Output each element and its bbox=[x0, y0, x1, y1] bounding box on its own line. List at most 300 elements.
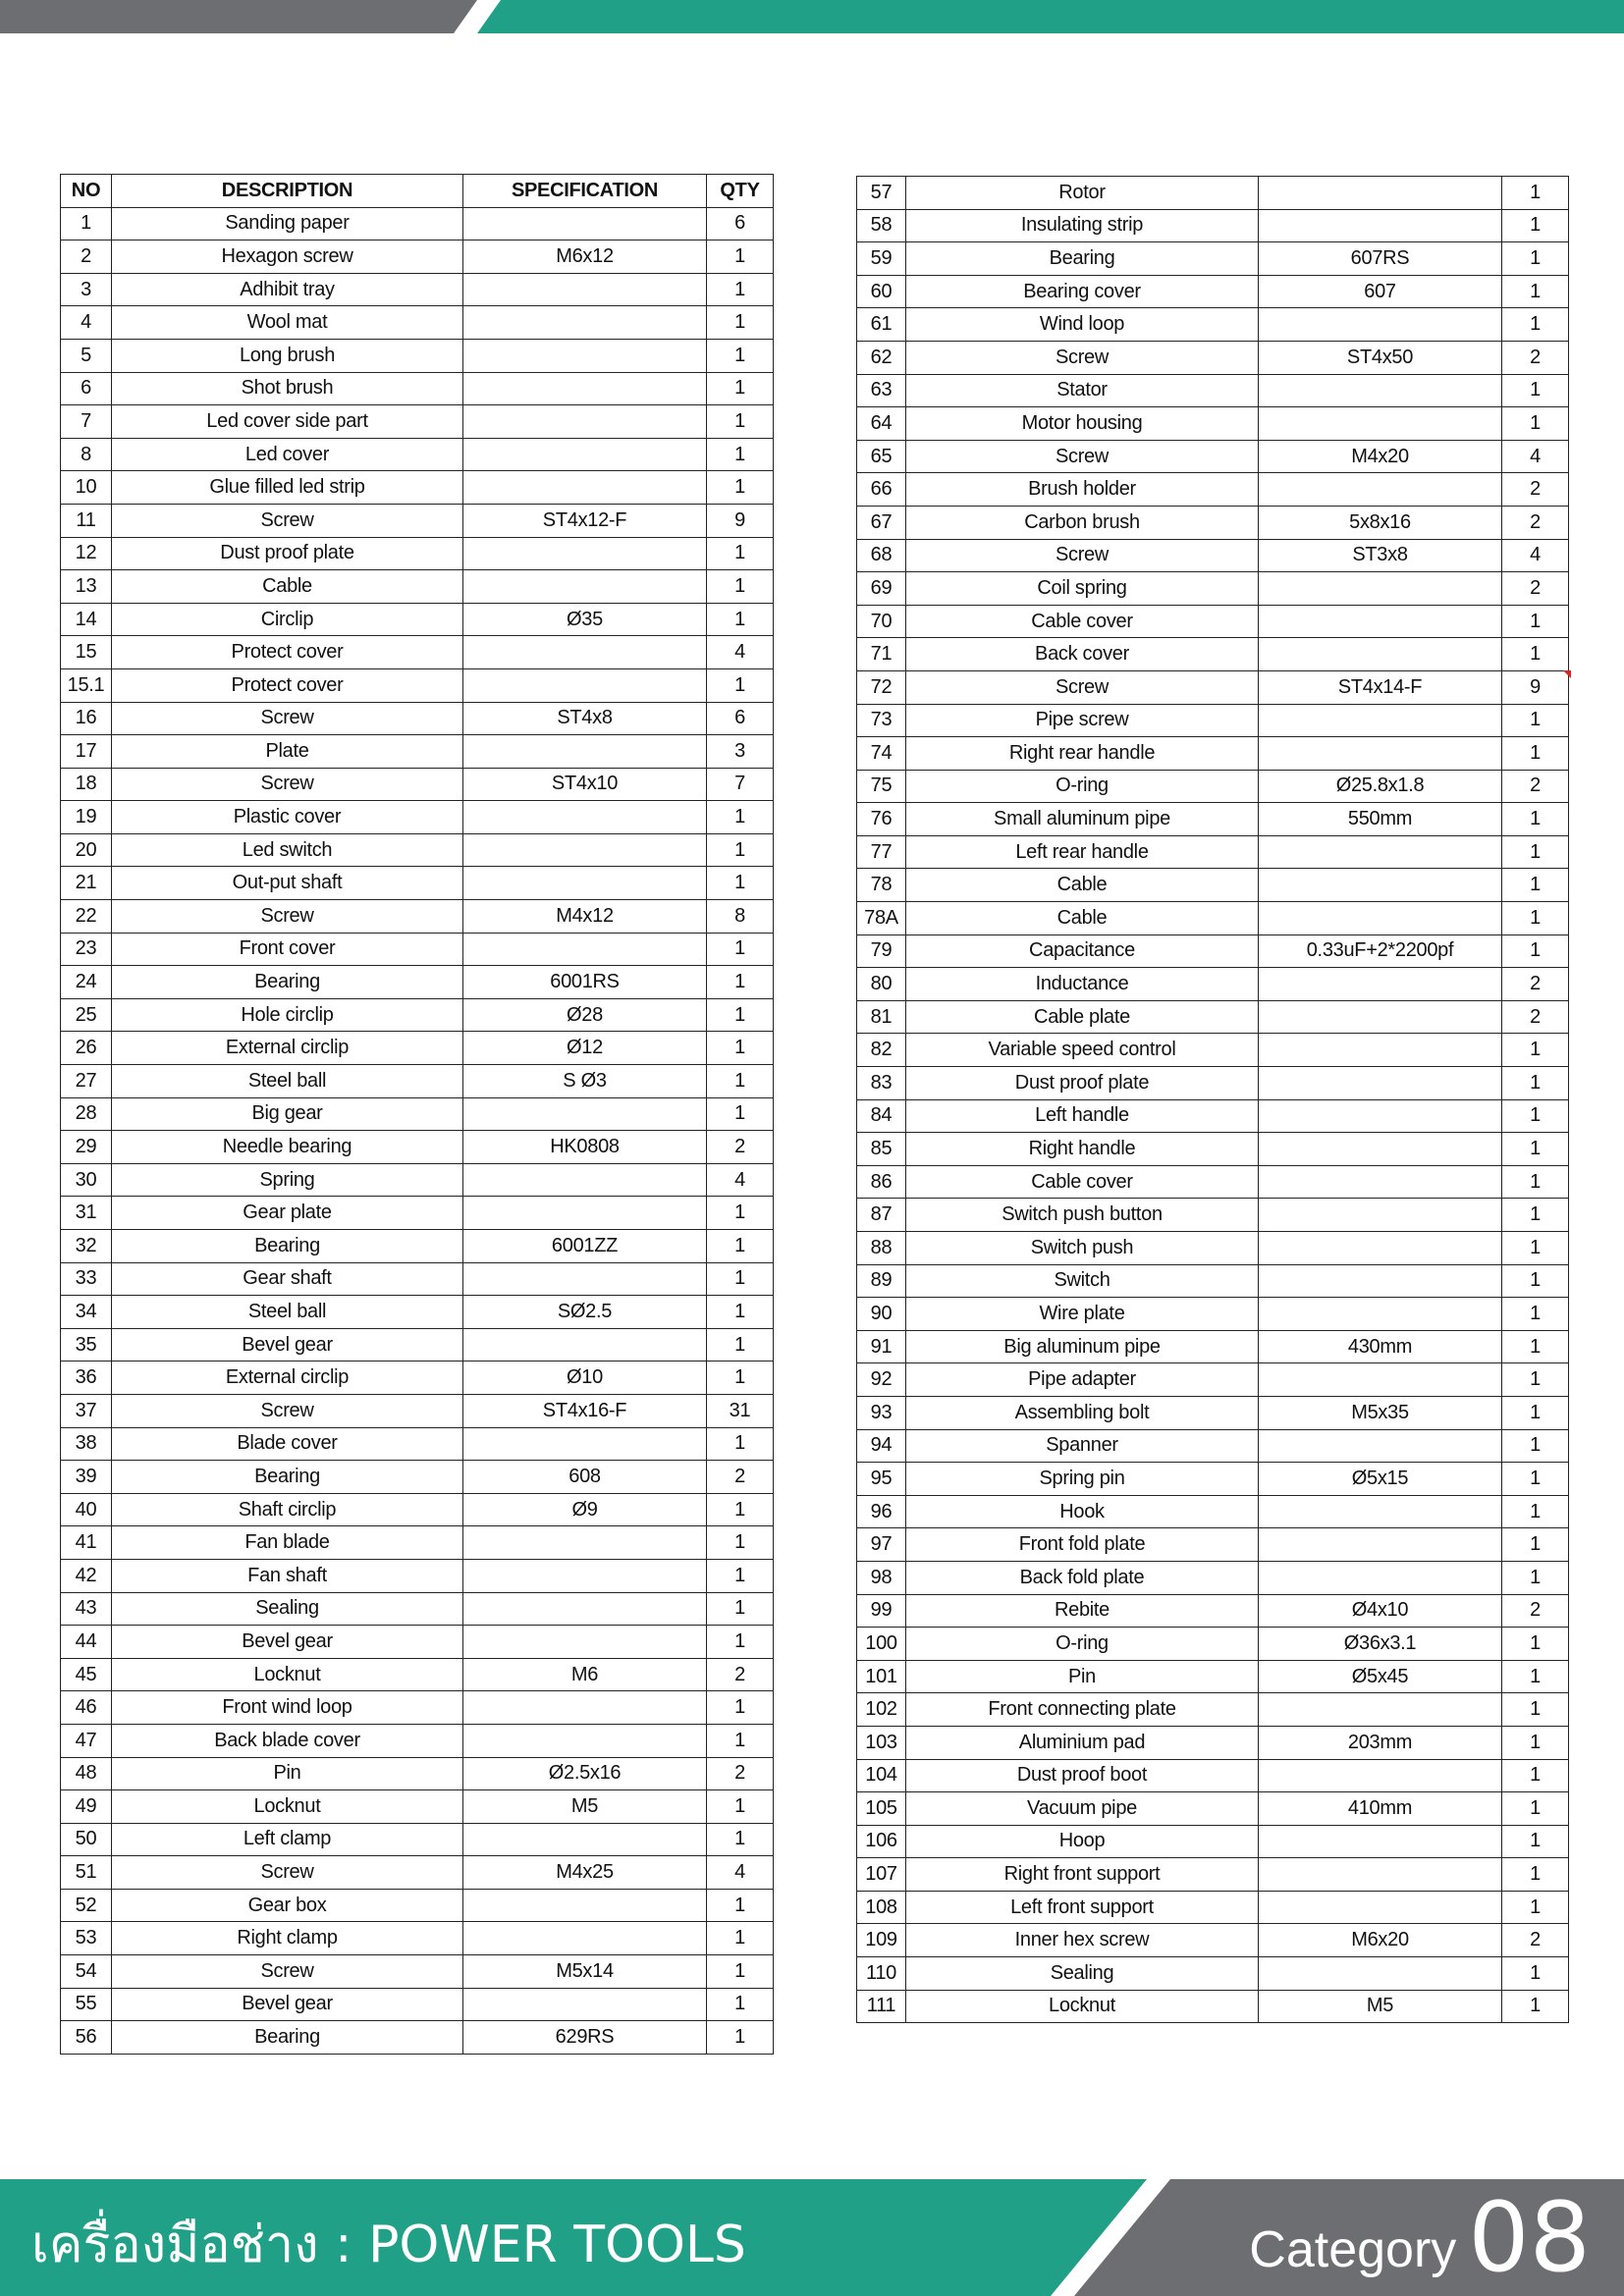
part-qty-cell: 1 bbox=[1502, 1133, 1569, 1166]
part-description-cell: Left rear handle bbox=[906, 835, 1259, 869]
part-description-cell: Coil spring bbox=[906, 572, 1259, 606]
part-description-cell: Variable speed control bbox=[906, 1034, 1259, 1067]
part-qty-cell: 1 bbox=[707, 1988, 774, 2021]
table-row bbox=[857, 1759, 1569, 1792]
part-no-cell: 43 bbox=[61, 1592, 112, 1626]
part-description-cell: Screw bbox=[112, 702, 463, 735]
part-description-cell: Steel ball bbox=[112, 1065, 463, 1098]
table-row bbox=[857, 407, 1569, 441]
part-description-cell: Right front support bbox=[906, 1858, 1259, 1892]
part-qty-cell: 1 bbox=[1502, 1298, 1569, 1331]
part-description-cell: Bearing bbox=[112, 2021, 463, 2055]
part-description-cell: Sealing bbox=[112, 1592, 463, 1626]
part-no-cell: 109 bbox=[857, 1924, 906, 1957]
part-specification-cell bbox=[463, 1427, 707, 1461]
part-qty-cell: 1 bbox=[707, 833, 774, 867]
part-no-cell: 17 bbox=[61, 735, 112, 769]
table-row bbox=[61, 1691, 774, 1725]
part-qty-cell: 2 bbox=[1502, 506, 1569, 539]
part-no-cell: 18 bbox=[61, 768, 112, 801]
table-row bbox=[857, 1396, 1569, 1429]
part-specification-cell: M5x14 bbox=[463, 1955, 707, 1989]
part-qty-cell: 1 bbox=[707, 1296, 774, 1329]
top-gray-stripe bbox=[0, 0, 477, 33]
part-no-cell: 103 bbox=[857, 1726, 906, 1759]
part-qty-cell: 1 bbox=[707, 2021, 774, 2055]
part-specification-cell bbox=[1259, 902, 1502, 935]
part-no-cell: 5 bbox=[61, 339, 112, 372]
part-qty-cell: 1 bbox=[1502, 803, 1569, 836]
part-qty-cell: 1 bbox=[707, 438, 774, 471]
part-description-cell: Carbon brush bbox=[906, 506, 1259, 539]
part-qty-cell: 1 bbox=[1502, 1396, 1569, 1429]
part-description-cell: Spanner bbox=[906, 1429, 1259, 1463]
part-specification-cell: 6001ZZ bbox=[463, 1230, 707, 1263]
table-row bbox=[61, 603, 774, 636]
part-description-cell: Bevel gear bbox=[112, 1988, 463, 2021]
table-row bbox=[857, 539, 1569, 572]
table-row bbox=[857, 1034, 1569, 1067]
part-qty-cell: 1 bbox=[707, 1626, 774, 1659]
part-qty-cell: 1 bbox=[1502, 1099, 1569, 1133]
table-row bbox=[857, 1693, 1569, 1727]
part-specification-cell: M5 bbox=[463, 1790, 707, 1824]
part-description-cell: Switch push button bbox=[906, 1199, 1259, 1232]
part-description-cell: Cable bbox=[112, 570, 463, 604]
part-description-cell: Locknut bbox=[112, 1658, 463, 1691]
part-specification-cell bbox=[1259, 1199, 1502, 1232]
part-no-cell: 54 bbox=[61, 1955, 112, 1989]
part-description-cell: Big gear bbox=[112, 1097, 463, 1131]
table-row bbox=[857, 605, 1569, 638]
part-qty-cell: 4 bbox=[707, 1163, 774, 1197]
part-specification-cell bbox=[1259, 1000, 1502, 1034]
part-no-cell: 111 bbox=[857, 1990, 906, 2023]
part-no-cell: 82 bbox=[857, 1034, 906, 1067]
part-no-cell: 86 bbox=[857, 1165, 906, 1199]
part-description-cell: Big aluminum pipe bbox=[906, 1330, 1259, 1363]
table-row bbox=[61, 438, 774, 471]
table-row bbox=[61, 735, 774, 769]
part-specification-cell bbox=[1259, 638, 1502, 671]
part-specification-cell: SØ2.5 bbox=[463, 1296, 707, 1329]
part-no-cell: 98 bbox=[857, 1561, 906, 1594]
table-row bbox=[61, 636, 774, 669]
table-row bbox=[857, 1628, 1569, 1661]
part-no-cell: 32 bbox=[61, 1230, 112, 1263]
part-description-cell: Pipe screw bbox=[906, 704, 1259, 737]
part-qty-cell: 1 bbox=[707, 1427, 774, 1461]
part-specification-cell: Ø12 bbox=[463, 1032, 707, 1065]
part-specification-cell: M4x20 bbox=[1259, 440, 1502, 473]
part-qty-cell: 1 bbox=[707, 1197, 774, 1230]
part-specification-cell bbox=[1259, 1363, 1502, 1397]
part-specification-cell bbox=[463, 1328, 707, 1362]
part-no-cell: 47 bbox=[61, 1724, 112, 1757]
table-row bbox=[857, 1133, 1569, 1166]
part-no-cell: 75 bbox=[857, 770, 906, 803]
part-no-cell: 74 bbox=[857, 737, 906, 771]
part-qty-cell: 1 bbox=[1502, 934, 1569, 968]
part-qty-cell: 1 bbox=[707, 537, 774, 570]
header-no: NO bbox=[61, 175, 112, 208]
part-description-cell: Shot brush bbox=[112, 372, 463, 405]
table-row bbox=[61, 1197, 774, 1230]
part-no-cell: 50 bbox=[61, 1823, 112, 1856]
part-no-cell: 8 bbox=[61, 438, 112, 471]
part-description-cell: Back blade cover bbox=[112, 1724, 463, 1757]
part-qty-cell: 1 bbox=[1502, 1628, 1569, 1661]
part-no-cell: 84 bbox=[857, 1099, 906, 1133]
part-no-cell: 56 bbox=[61, 2021, 112, 2055]
table-row bbox=[61, 1461, 774, 1494]
part-no-cell: 12 bbox=[61, 537, 112, 570]
part-no-cell: 30 bbox=[61, 1163, 112, 1197]
part-specification-cell bbox=[1259, 1067, 1502, 1100]
part-description-cell: Rebite bbox=[906, 1594, 1259, 1628]
table-row bbox=[61, 405, 774, 439]
part-specification-cell: Ø10 bbox=[463, 1362, 707, 1395]
part-description-cell: Screw bbox=[112, 900, 463, 934]
part-no-cell: 4 bbox=[61, 306, 112, 340]
part-qty-cell: 1 bbox=[707, 1097, 774, 1131]
part-specification-cell: ST4x16-F bbox=[463, 1394, 707, 1427]
part-qty-cell: 1 bbox=[707, 1790, 774, 1824]
part-specification-cell bbox=[463, 273, 707, 306]
part-no-cell: 107 bbox=[857, 1858, 906, 1892]
table-row bbox=[857, 1528, 1569, 1562]
table-row bbox=[857, 1924, 1569, 1957]
part-description-cell: Vacuum pipe bbox=[906, 1792, 1259, 1826]
part-specification-cell bbox=[463, 833, 707, 867]
part-specification-cell bbox=[1259, 869, 1502, 902]
part-description-cell: Back cover bbox=[906, 638, 1259, 671]
part-qty-cell: 1 bbox=[1502, 1034, 1569, 1067]
part-no-cell: 69 bbox=[857, 572, 906, 606]
part-no-cell: 13 bbox=[61, 570, 112, 604]
part-specification-cell bbox=[1259, 1759, 1502, 1792]
part-description-cell: Circlip bbox=[112, 603, 463, 636]
table-row bbox=[857, 1463, 1569, 1496]
part-specification-cell: Ø5x45 bbox=[1259, 1660, 1502, 1693]
part-no-cell: 44 bbox=[61, 1626, 112, 1659]
part-specification-cell bbox=[463, 1526, 707, 1560]
part-specification-cell bbox=[1259, 1298, 1502, 1331]
part-no-cell: 49 bbox=[61, 1790, 112, 1824]
part-description-cell: External circlip bbox=[112, 1032, 463, 1065]
part-description-cell: Bearing cover bbox=[906, 275, 1259, 308]
table-row bbox=[857, 902, 1569, 935]
part-no-cell: 66 bbox=[857, 473, 906, 507]
part-description-cell: Led cover side part bbox=[112, 405, 463, 439]
part-qty-cell: 2 bbox=[707, 1658, 774, 1691]
table-row bbox=[61, 504, 774, 537]
part-qty-cell: 4 bbox=[707, 1856, 774, 1890]
table-row bbox=[61, 833, 774, 867]
part-description-cell: Right handle bbox=[906, 1133, 1259, 1166]
part-specification-cell bbox=[463, 438, 707, 471]
table-row bbox=[61, 1526, 774, 1560]
part-description-cell: Left handle bbox=[906, 1099, 1259, 1133]
part-no-cell: 99 bbox=[857, 1594, 906, 1628]
part-no-cell: 97 bbox=[857, 1528, 906, 1562]
header-description: DESCRIPTION bbox=[112, 175, 463, 208]
part-no-cell: 64 bbox=[857, 407, 906, 441]
part-no-cell: 7 bbox=[61, 405, 112, 439]
table-row bbox=[857, 934, 1569, 968]
part-qty-cell: 1 bbox=[1502, 1990, 1569, 2023]
table-row bbox=[61, 273, 774, 306]
part-qty-cell: 1 bbox=[1502, 1759, 1569, 1792]
part-description-cell: Insulating strip bbox=[906, 209, 1259, 242]
table-row bbox=[61, 668, 774, 702]
part-specification-cell bbox=[463, 306, 707, 340]
part-qty-cell: 1 bbox=[707, 998, 774, 1032]
part-specification-cell: 430mm bbox=[1259, 1330, 1502, 1363]
part-description-cell: Hexagon screw bbox=[112, 240, 463, 274]
part-qty-cell: 1 bbox=[1502, 1429, 1569, 1463]
part-qty-cell: 4 bbox=[707, 636, 774, 669]
part-no-cell: 27 bbox=[61, 1065, 112, 1098]
part-no-cell: 91 bbox=[857, 1330, 906, 1363]
part-specification-cell bbox=[1259, 473, 1502, 507]
part-specification-cell bbox=[463, 471, 707, 505]
part-description-cell: O-ring bbox=[906, 1628, 1259, 1661]
table-row bbox=[61, 867, 774, 900]
table-row bbox=[857, 1264, 1569, 1298]
part-description-cell: Wire plate bbox=[906, 1298, 1259, 1331]
part-specification-cell: 0.33uF+2*2200pf bbox=[1259, 934, 1502, 968]
part-qty-cell: 2 bbox=[1502, 341, 1569, 374]
part-specification-cell bbox=[463, 570, 707, 604]
part-no-cell: 57 bbox=[857, 177, 906, 210]
part-description-cell: Led cover bbox=[112, 438, 463, 471]
table-row bbox=[61, 2021, 774, 2055]
part-no-cell: 105 bbox=[857, 1792, 906, 1826]
part-qty-cell: 2 bbox=[1502, 1924, 1569, 1957]
part-qty-cell: 1 bbox=[707, 273, 774, 306]
part-specification-cell bbox=[1259, 1891, 1502, 1924]
part-specification-cell bbox=[1259, 308, 1502, 342]
table-row bbox=[61, 1823, 774, 1856]
part-specification-cell bbox=[463, 1988, 707, 2021]
part-description-cell: Front cover bbox=[112, 933, 463, 966]
part-no-cell: 88 bbox=[857, 1232, 906, 1265]
part-description-cell: Front wind loop bbox=[112, 1691, 463, 1725]
part-qty-cell: 1 bbox=[1502, 1891, 1569, 1924]
table-row bbox=[61, 570, 774, 604]
part-description-cell: Front fold plate bbox=[906, 1528, 1259, 1562]
table-row bbox=[61, 1262, 774, 1296]
part-specification-cell: Ø9 bbox=[463, 1493, 707, 1526]
part-no-cell: 78 bbox=[857, 869, 906, 902]
table-header-row bbox=[61, 175, 774, 208]
table-row bbox=[61, 1626, 774, 1659]
part-specification-cell bbox=[463, 405, 707, 439]
table-row bbox=[857, 506, 1569, 539]
part-description-cell: Switch push bbox=[906, 1232, 1259, 1265]
part-specification-cell bbox=[1259, 968, 1502, 1001]
part-no-cell: 79 bbox=[857, 934, 906, 968]
header-qty: QTY bbox=[707, 175, 774, 208]
top-decorative-bar bbox=[0, 0, 1624, 33]
part-specification-cell bbox=[463, 1823, 707, 1856]
part-specification-cell bbox=[1259, 407, 1502, 441]
part-specification-cell bbox=[1259, 1561, 1502, 1594]
header-specification: SPECIFICATION bbox=[463, 175, 707, 208]
part-description-cell: Long brush bbox=[112, 339, 463, 372]
part-specification-cell: 203mm bbox=[1259, 1726, 1502, 1759]
table-row bbox=[857, 1990, 1569, 2023]
part-no-cell: 58 bbox=[857, 209, 906, 242]
table-row bbox=[61, 240, 774, 274]
part-specification-cell: Ø25.8x1.8 bbox=[1259, 770, 1502, 803]
part-specification-cell: ST4x8 bbox=[463, 702, 707, 735]
table-row bbox=[61, 1724, 774, 1757]
part-qty-cell: 1 bbox=[707, 1262, 774, 1296]
part-qty-cell: 7 bbox=[707, 768, 774, 801]
part-qty-cell: 3 bbox=[707, 735, 774, 769]
part-description-cell: External circlip bbox=[112, 1362, 463, 1395]
part-no-cell: 63 bbox=[857, 374, 906, 407]
part-specification-cell bbox=[463, 1626, 707, 1659]
part-no-cell: 93 bbox=[857, 1396, 906, 1429]
part-description-cell: Aluminium pad bbox=[906, 1726, 1259, 1759]
part-specification-cell: 607 bbox=[1259, 275, 1502, 308]
table-row bbox=[857, 1429, 1569, 1463]
part-qty-cell: 1 bbox=[707, 372, 774, 405]
part-description-cell: Left clamp bbox=[112, 1823, 463, 1856]
part-qty-cell: 1 bbox=[707, 1493, 774, 1526]
part-specification-cell: 6001RS bbox=[463, 966, 707, 999]
part-description-cell: Cable cover bbox=[906, 605, 1259, 638]
table-row bbox=[61, 966, 774, 999]
part-no-cell: 96 bbox=[857, 1495, 906, 1528]
part-qty-cell: 1 bbox=[1502, 737, 1569, 771]
part-description-cell: Assembling bolt bbox=[906, 1396, 1259, 1429]
table-row bbox=[857, 1825, 1569, 1858]
part-no-cell: 92 bbox=[857, 1363, 906, 1397]
part-specification-cell bbox=[1259, 737, 1502, 771]
part-description-cell: Screw bbox=[906, 670, 1259, 704]
table-row bbox=[857, 1858, 1569, 1892]
part-description-cell: Rotor bbox=[906, 177, 1259, 210]
table-row bbox=[857, 1067, 1569, 1100]
table-row bbox=[857, 1495, 1569, 1528]
part-specification-cell bbox=[463, 668, 707, 702]
table-row bbox=[61, 339, 774, 372]
table-row bbox=[857, 473, 1569, 507]
part-qty-cell: 1 bbox=[707, 1691, 774, 1725]
part-description-cell: Spring pin bbox=[906, 1463, 1259, 1496]
table-row bbox=[857, 1561, 1569, 1594]
part-no-cell: 67 bbox=[857, 506, 906, 539]
part-description-cell: Cable bbox=[906, 869, 1259, 902]
table-row bbox=[857, 1792, 1569, 1826]
table-row bbox=[61, 1559, 774, 1592]
table-row bbox=[61, 1097, 774, 1131]
part-qty-cell: 1 bbox=[1502, 1463, 1569, 1496]
part-qty-cell: 1 bbox=[707, 1065, 774, 1098]
table-row bbox=[61, 900, 774, 934]
table-row bbox=[61, 1658, 774, 1691]
part-specification-cell bbox=[463, 735, 707, 769]
part-qty-cell: 1 bbox=[1502, 1825, 1569, 1858]
part-qty-cell: 1 bbox=[1502, 1957, 1569, 1991]
table-row bbox=[857, 670, 1569, 704]
part-qty-cell: 2 bbox=[707, 1131, 774, 1164]
part-no-cell: 94 bbox=[857, 1429, 906, 1463]
part-no-cell: 3 bbox=[61, 273, 112, 306]
part-specification-cell: Ø4x10 bbox=[1259, 1594, 1502, 1628]
part-qty-cell: 1 bbox=[707, 1955, 774, 1989]
part-description-cell: Plastic cover bbox=[112, 801, 463, 834]
part-qty-cell: 1 bbox=[1502, 407, 1569, 441]
part-qty-cell: 1 bbox=[707, 1922, 774, 1955]
table-row bbox=[61, 1790, 774, 1824]
part-specification-cell bbox=[463, 372, 707, 405]
part-description-cell: Adhibit tray bbox=[112, 273, 463, 306]
part-specification-cell bbox=[1259, 374, 1502, 407]
part-qty-cell: 1 bbox=[1502, 1495, 1569, 1528]
table-row bbox=[857, 770, 1569, 803]
part-qty-cell: 1 bbox=[707, 306, 774, 340]
part-qty-cell: 2 bbox=[1502, 1594, 1569, 1628]
part-specification-cell bbox=[463, 1724, 707, 1757]
part-qty-cell: 1 bbox=[1502, 1067, 1569, 1100]
part-description-cell: Screw bbox=[112, 1856, 463, 1890]
part-specification-cell: Ø5x15 bbox=[1259, 1463, 1502, 1496]
part-no-cell: 19 bbox=[61, 801, 112, 834]
part-qty-cell: 1 bbox=[707, 933, 774, 966]
part-description-cell: Led switch bbox=[112, 833, 463, 867]
part-specification-cell: M5 bbox=[1259, 1990, 1502, 2023]
part-description-cell: Wind loop bbox=[906, 308, 1259, 342]
part-qty-cell: 1 bbox=[707, 471, 774, 505]
part-description-cell: Needle bearing bbox=[112, 1131, 463, 1164]
table-row bbox=[857, 869, 1569, 902]
part-no-cell: 2 bbox=[61, 240, 112, 274]
part-description-cell: Fan blade bbox=[112, 1526, 463, 1560]
table-row bbox=[857, 803, 1569, 836]
part-qty-cell: 1 bbox=[1502, 177, 1569, 210]
part-qty-cell: 9 bbox=[1502, 670, 1569, 704]
part-description-cell: Inner hex screw bbox=[906, 1924, 1259, 1957]
table-row bbox=[857, 275, 1569, 308]
part-specification-cell: 5x8x16 bbox=[1259, 506, 1502, 539]
part-specification-cell bbox=[463, 207, 707, 240]
part-description-cell: Sanding paper bbox=[112, 207, 463, 240]
part-description-cell: Screw bbox=[112, 504, 463, 537]
part-no-cell: 42 bbox=[61, 1559, 112, 1592]
part-qty-cell: 1 bbox=[707, 668, 774, 702]
part-specification-cell: S Ø3 bbox=[463, 1065, 707, 1098]
part-qty-cell: 1 bbox=[1502, 1165, 1569, 1199]
table-row bbox=[857, 308, 1569, 342]
part-no-cell: 72 bbox=[857, 670, 906, 704]
part-no-cell: 37 bbox=[61, 1394, 112, 1427]
part-specification-cell bbox=[1259, 1099, 1502, 1133]
part-qty-cell: 2 bbox=[707, 1461, 774, 1494]
part-qty-cell: 2 bbox=[1502, 968, 1569, 1001]
part-specification-cell bbox=[463, 1559, 707, 1592]
part-description-cell: Right rear handle bbox=[906, 737, 1259, 771]
part-no-cell: 16 bbox=[61, 702, 112, 735]
part-qty-cell: 1 bbox=[707, 1889, 774, 1922]
part-specification-cell bbox=[1259, 835, 1502, 869]
part-specification-cell: M4x25 bbox=[463, 1856, 707, 1890]
part-no-cell: 108 bbox=[857, 1891, 906, 1924]
